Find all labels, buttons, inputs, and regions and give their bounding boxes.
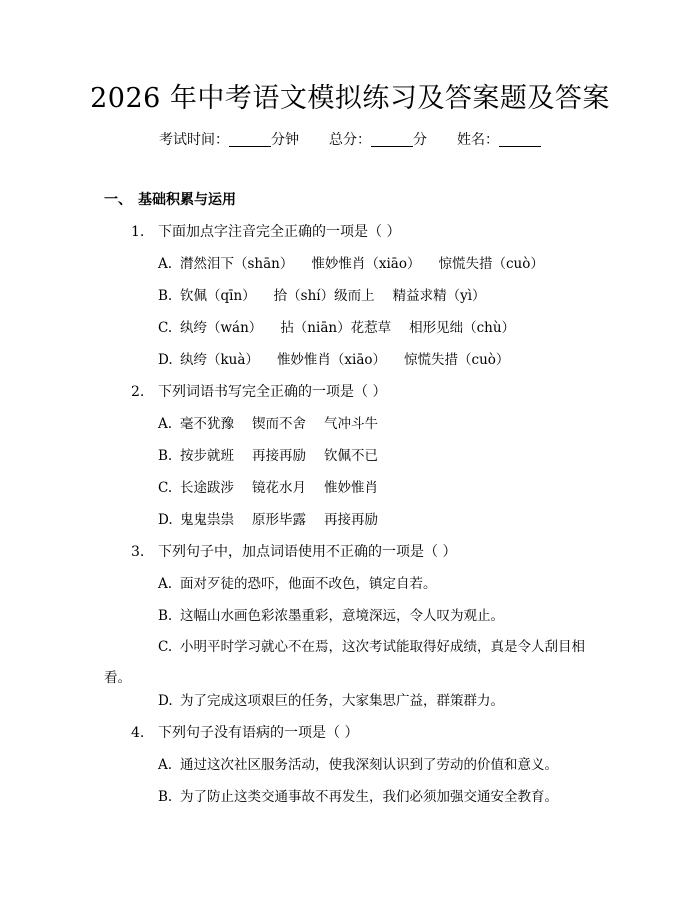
option-item: 拾（shí）级而上 xyxy=(273,288,375,304)
option-item: 长途跋涉 xyxy=(180,480,234,496)
option xyxy=(158,414,378,434)
time-label: 考试时间： xyxy=(159,132,229,148)
question-3 xyxy=(131,542,456,562)
question-4 xyxy=(131,723,358,743)
option xyxy=(158,446,378,466)
question-number: 1. xyxy=(131,224,145,240)
time-unit: 分钟 xyxy=(271,132,299,148)
name-label: 姓名： xyxy=(457,132,499,148)
question-number: 2. xyxy=(131,384,145,400)
option-letter: C. xyxy=(158,320,173,336)
question-2 xyxy=(131,382,386,402)
section-title: 基础积累与运用 xyxy=(138,192,236,208)
option-item: 惟妙惟肖 xyxy=(324,480,378,496)
time-blank xyxy=(229,132,271,147)
section-number: 一、 xyxy=(104,192,132,208)
option-letter: B. xyxy=(158,789,173,805)
option-item: 纨绔（kuà） xyxy=(180,352,259,368)
option-item: 潸然泪下（shān） xyxy=(180,256,294,272)
question-text: 下列句子没有语病的一项是（ ） xyxy=(158,725,359,741)
option-item: 钦佩（qīn） xyxy=(180,288,256,304)
option xyxy=(158,574,437,594)
option-item: 惊慌失措（cuò） xyxy=(438,256,544,272)
question-text: 下列词语书写完全正确的一项是（ ） xyxy=(158,384,387,400)
option xyxy=(158,606,504,626)
option xyxy=(158,350,509,370)
option-item: 锲而不舍 xyxy=(252,416,306,432)
option-letter: A. xyxy=(158,256,173,272)
section-heading xyxy=(104,190,236,210)
option xyxy=(158,318,515,338)
option-item: 再接再励 xyxy=(324,512,378,528)
option-letter: A. xyxy=(158,757,173,773)
score-unit: 分 xyxy=(413,132,427,148)
option-item: 按步就班 xyxy=(180,448,234,464)
option-letter: C. xyxy=(158,639,173,655)
score-blank xyxy=(371,132,413,147)
option xyxy=(158,286,486,306)
option-text: 这幅山水画色彩浓墨重彩，意境深远，令人叹为观止。 xyxy=(180,608,504,624)
option xyxy=(158,691,504,711)
option-text: 面对歹徒的恐吓，他面不改色，镇定自若。 xyxy=(180,576,437,592)
question-text: 下面加点字注音完全正确的一项是（ ） xyxy=(158,224,401,240)
option xyxy=(104,632,598,694)
option-item: 钦佩不已 xyxy=(324,448,378,464)
option-item: 精益求精（yì） xyxy=(392,288,486,304)
option-item: 毫不犹豫 xyxy=(180,416,234,432)
option-letter: D. xyxy=(158,512,173,528)
question-text: 下列句子中，加点词语使用不正确的一项是（ ） xyxy=(158,544,457,560)
option-item: 气冲斗牛 xyxy=(324,416,378,432)
option-letter: A. xyxy=(158,576,173,592)
option-item: 再接再励 xyxy=(252,448,306,464)
option-text: 为了防止这类交通事故不再发生，我们必须加强交通安全教育。 xyxy=(180,789,558,805)
option-item: 相形见绌（chù） xyxy=(409,320,516,336)
option xyxy=(158,478,378,498)
option-item: 原形毕露 xyxy=(252,512,306,528)
option-letter: B. xyxy=(158,288,173,304)
option-letter: B. xyxy=(158,448,173,464)
option-item: 惊慌失措（cuò） xyxy=(404,352,510,368)
question-number: 3. xyxy=(131,544,145,560)
option xyxy=(158,254,544,274)
name-blank xyxy=(499,132,541,147)
question-1 xyxy=(131,222,400,242)
option-text: 小明平时学习就心不在焉，这次考试能取得好成绩，真是令人刮目相看。 xyxy=(104,639,585,686)
score-label: 总分： xyxy=(329,132,371,148)
option-item: 拈（niān）花惹草 xyxy=(280,320,392,336)
option-item: 镜花水月 xyxy=(252,480,306,496)
option-item: 纨绔（wán） xyxy=(180,320,263,336)
option xyxy=(158,510,378,530)
option-letter: D. xyxy=(158,693,173,709)
option-letter: C. xyxy=(158,480,173,496)
page-title: 2026 年中考语文模拟练习及答案题及答案 xyxy=(90,83,610,114)
exam-header-info xyxy=(0,130,700,150)
option-letter: D. xyxy=(158,352,173,368)
option-letter: A. xyxy=(158,416,173,432)
option-text: 为了完成这项艰巨的任务，大家集思广益，群策群力。 xyxy=(180,693,504,709)
option-item: 惟妙惟肖（xiāo） xyxy=(311,256,421,272)
option-item: 鬼鬼祟祟 xyxy=(180,512,234,528)
option-item: 惟妙惟肖（xiāo） xyxy=(276,352,387,368)
question-number: 4. xyxy=(131,725,145,741)
option xyxy=(158,755,558,775)
option-text: 通过这次社区服务活动，使我深刻认识到了劳动的价值和意义。 xyxy=(180,757,558,773)
option xyxy=(158,787,558,807)
option-letter: B. xyxy=(158,608,173,624)
